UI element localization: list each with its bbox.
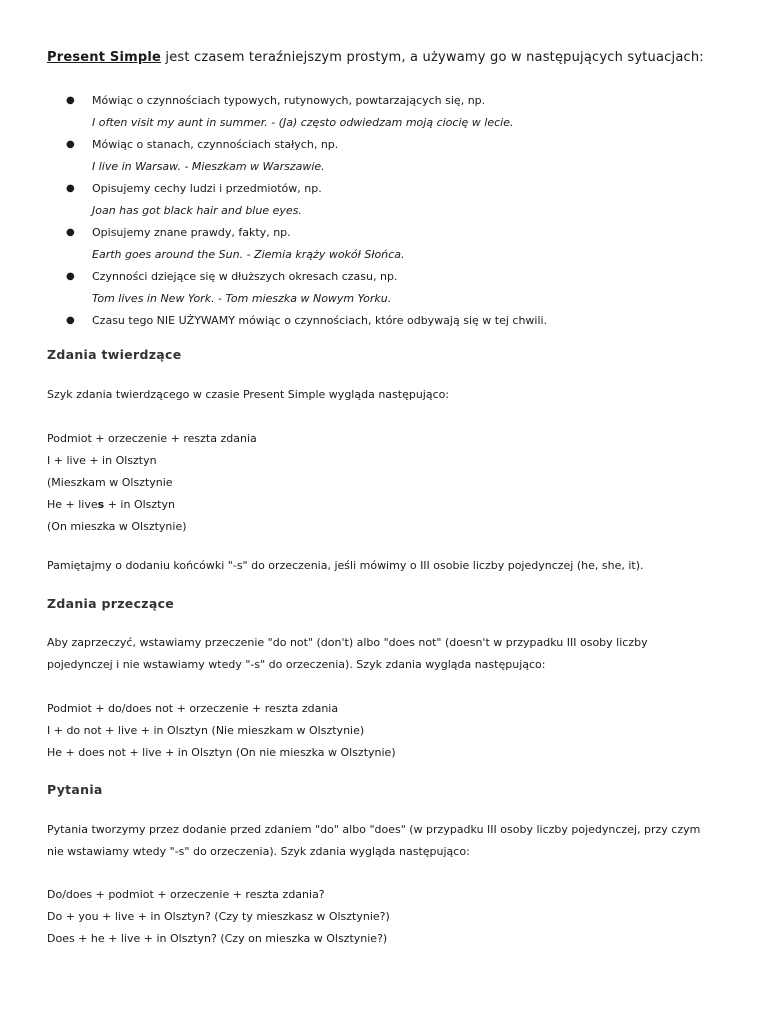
list-item bbox=[66, 178, 746, 222]
usage-example: Tom lives in New York. - Tom mieszka w Nowym Yorku. bbox=[92, 292, 392, 305]
affirmative-example-2: He + lives + in Olsztyn bbox=[47, 498, 175, 511]
affirmative-example-1-translation: (Mieszkam w Olsztynie bbox=[47, 476, 173, 489]
negative-example-2: He + does not + live + in Olsztyn (On nie mieszka w Olsztynie) bbox=[47, 746, 396, 759]
present-simple-term: Present Simple bbox=[47, 50, 162, 65]
usage-text: Czynności dziejące się w dłuższych okresach czasu, np. bbox=[92, 270, 398, 283]
list-item bbox=[66, 134, 746, 178]
usage-text: Opisujemy znane prawdy, fakty, np. bbox=[92, 226, 291, 239]
affirmative-example-2-translation: (On mieszka w Olsztynie) bbox=[47, 520, 187, 533]
questions-intro: Pytania tworzymy przez dodanie przed zdaniem "do" albo "does" (w przypadku III osoby liczby pojedynczej, przy czym nie wstawiamy wtedy "-s" do orzeczenia). Szyk zdania wygląda następująco: bbox=[47, 823, 701, 858]
questions-heading: Pytania bbox=[47, 782, 103, 797]
usage-list bbox=[66, 90, 746, 332]
negative-heading: Zdania przeczące bbox=[47, 596, 175, 611]
questions-pattern: Do/does + podmiot + orzeczenie + reszta zdania? bbox=[47, 888, 325, 901]
usage-example: Earth goes around the Sun. - Ziemia krąży wokół Słońca. bbox=[92, 248, 405, 261]
questions-example-1: Do + you + live + in Olsztyn? (Czy ty mieszkasz w Olsztynie?) bbox=[47, 910, 390, 923]
affirmative-example-1: I + live + in Olsztyn bbox=[47, 454, 157, 467]
negative-intro: Aby zaprzeczyć, wstawiamy przeczenie "do not" (don't) albo "does not" (doesn't w przypadku III osoby liczby pojedynczej i nie wstawiamy wtedy "-s" do orzeczenia). Szyk zdania wygląda następująco: bbox=[47, 636, 648, 671]
usage-text: Opisujemy cechy ludzi i przedmiotów, np. bbox=[92, 182, 322, 195]
negative-example-1: I + do not + live + in Olsztyn (Nie mieszkam w Olsztynie) bbox=[47, 724, 365, 737]
usage-text: Czasu tego NIE UŻYWAMY mówiąc o czynnościach, które odbywają się w tej chwili. bbox=[92, 314, 548, 327]
affirmative-examples bbox=[47, 428, 727, 538]
bullet-icon: ● bbox=[66, 95, 75, 106]
bullet-icon: ● bbox=[66, 139, 75, 150]
questions-examples bbox=[47, 884, 727, 950]
affirmative-intro: Szyk zdania twierdzącego w czasie Present Simple wygląda następująco: bbox=[47, 388, 450, 401]
list-item bbox=[66, 310, 746, 332]
usage-example: I live in Warsaw. - Mieszkam w Warszawie. bbox=[92, 160, 325, 173]
bullet-icon: ● bbox=[66, 271, 75, 282]
affirmative-heading: Zdania twierdzące bbox=[47, 347, 182, 362]
list-item bbox=[66, 222, 746, 266]
usage-text: Mówiąc o czynnościach typowych, rutynowych, powtarzających się, np. bbox=[92, 94, 486, 107]
list-item bbox=[66, 90, 746, 134]
negative-pattern: Podmiot + do/does not + orzeczenie + reszta zdania bbox=[47, 702, 339, 715]
bullet-icon: ● bbox=[66, 227, 75, 238]
usage-text: Mówiąc o stanach, czynnościach stałych, np. bbox=[92, 138, 339, 151]
bullet-icon: ● bbox=[66, 315, 75, 326]
intro-text: jest czasem teraźniejszym prostym, a używamy go w następujących sytuacjach: bbox=[161, 50, 704, 65]
affirmative-note: Pamiętajmy o dodaniu końcówki "-s" do orzeczenia, jeśli mówimy o III osobie liczby pojedynczej (he, she, it). bbox=[47, 559, 644, 572]
list-item bbox=[66, 266, 746, 310]
bullet-icon: ● bbox=[66, 183, 75, 194]
questions-example-2: Does + he + live + in Olsztyn? (Czy on mieszka w Olsztynie?) bbox=[47, 932, 388, 945]
third-person-s-ending: s bbox=[97, 498, 105, 511]
usage-example: I often visit my aunt in summer. - (Ja) często odwiedzam moją ciocię w lecie. bbox=[92, 116, 514, 129]
negative-examples bbox=[47, 698, 727, 764]
affirmative-pattern: Podmiot + orzeczenie + reszta zdania bbox=[47, 432, 257, 445]
intro-paragraph bbox=[47, 50, 747, 65]
usage-example: Joan has got black hair and blue eyes. bbox=[92, 204, 302, 217]
